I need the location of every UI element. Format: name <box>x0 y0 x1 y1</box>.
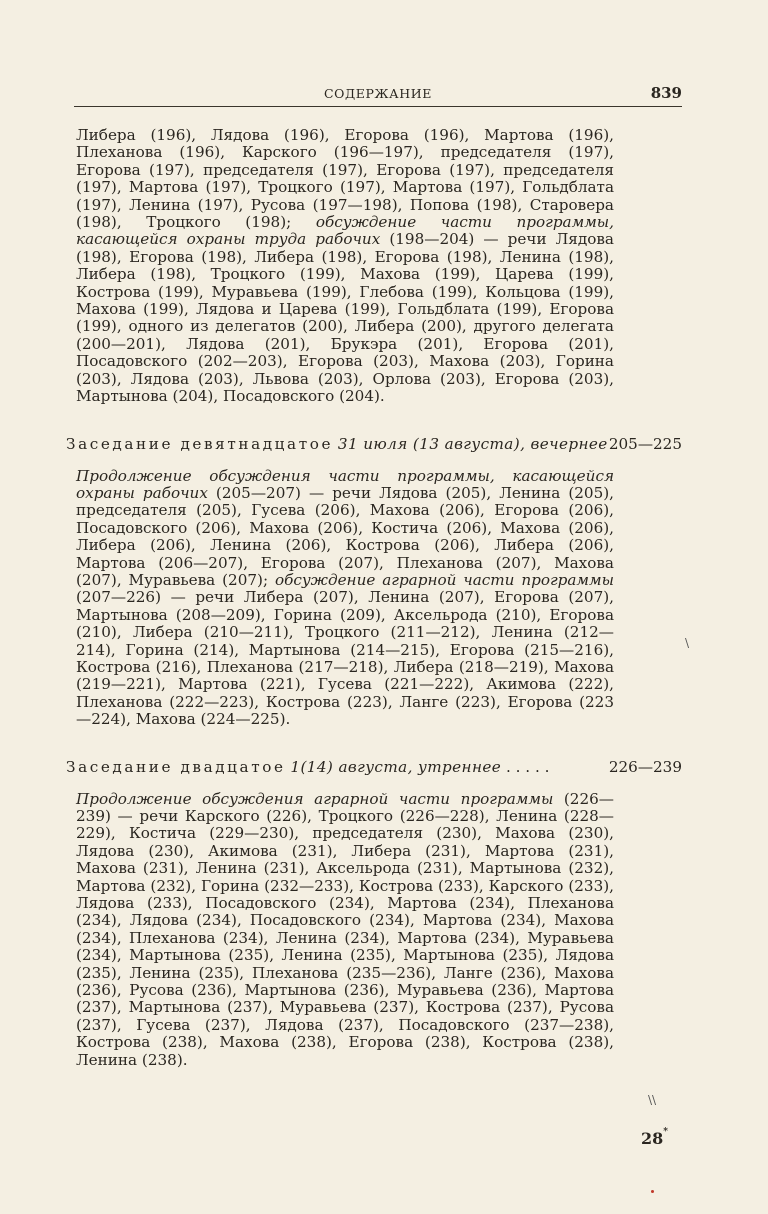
running-title: СОДЕРЖАНИЕ <box>324 86 432 101</box>
signature-star: * <box>663 1127 668 1137</box>
signature-mark <box>641 1129 668 1148</box>
session-title: Заседание девятнадцатое <box>66 434 334 453</box>
entry-italic: Продолжение обсуждения аграрной части программы <box>76 789 554 808</box>
session-date: 1(14) августа, утреннее <box>290 757 502 776</box>
toc-content <box>66 126 682 1069</box>
entry-italic: Продолжение обсуждения части программы, касающейся охраны рабочих <box>76 466 614 502</box>
session-pages: 226—239 <box>608 757 682 776</box>
session-title: Заседание двадцатое <box>66 757 286 776</box>
entry-text: (207—226) — речи Либера (207), Ленина (207), Егорова (207), Мартынова (208—209), Горина (209), Аксельрода (210), Егорова (210), Либера (210—211), Троцкого (211—212), Ленина (212—214), Горина (214), Мартынова (214—215), Егорова (215—216), Кострова (216), Плеханова (217—218), Либера (218—219), Махова (219—221), Мартова (221), Гусева (221—222), Акимова (222), Плеханова (222—223), Кострова (223), Ланге (223), Егорова (223—224), Махова (224—225). <box>76 588 614 729</box>
entry-text: (226—239) — речи Карского (226), Троцкого (226—228), Ленина (228—229), Костича (229—230), председателя (230), Махова (230), Лядова (230), Акимова (231), Либера (231), Мартова (231), Махова (231), Ленина (231), Аксельрода (231), Мартынова (232), Мартова (232), Горина (232—233), Кострова (233), Карского (233), Лядова (233), Посадовского (234), Мартова (234), Плеханова (234), Лядова (234), Посадовского (234), Мартова (234), Махова (234), Плеханова (234), Ленина (234), Мартова (234), Муравьева (234), Мартынова (235), Ленина (235), Мартынова (235), Лядова (235), Ленина (235), Плеханова (235—236), Ланге (236), Махова (236), Русова (236), Мартынова (236), Муравьева (236), Мартова (237), Мартынова (237), Муравьева (237), Кострова (237), Русова (237), Гусева (237), Лядова (237), Посадовского (237—238), Кострова (238), Махова (238), Егорова (238), Кострова (238), Ленина (238). <box>76 789 614 1069</box>
page-number: 839 <box>650 84 682 102</box>
session-heading-20 <box>66 759 682 777</box>
session-date: 31 июля (13 августа), вечернее <box>337 434 608 453</box>
session-heading-19 <box>66 436 682 454</box>
toc-entry-19 <box>74 468 614 729</box>
toc-entry-continued <box>74 127 614 406</box>
session-pages: 205—225 <box>608 434 682 453</box>
leader-dots: . . . . . <box>501 757 550 776</box>
toc-entry-20 <box>74 791 614 1070</box>
entry-text: (205—207) — речи Лядова (205), Ленина (205), председателя (205), Гусева (206), Махова (206), Егорова (206), Посадовского (206), Махова (206), Костича (206), Махова (206), Либера (206), Ленина (206), Кострова (206), Либера (206), Мартова (206—207), Егорова (207), Плеханова (207), Махова (207), Муравьева (207); <box>76 483 615 589</box>
ink-speck <box>651 1190 654 1193</box>
entry-italic: обсуждение части программы, касающейся охраны труда рабочих <box>76 213 614 249</box>
page-header <box>74 84 682 107</box>
entry-italic: обсуждение аграрной части программы <box>274 570 614 589</box>
signature-number: 28 <box>641 1129 664 1148</box>
entry-text: Либера (196), Лядова (196), Егорова (196), Мартова (196), Плеханова (196), Карского (196—197), председателя (197), Егорова (197), председателя (197), Егорова (197), председателя (197), Мартова (197), Троцкого (197), Мартова (197), Гольдблата (197), Ленина (197), Русова (197—198), Попова (198), Староверa (198), Троцкого (198); <box>76 126 614 232</box>
margin-check-mark: \ <box>685 636 690 650</box>
margin-check-mark: \\ <box>648 1093 657 1107</box>
entry-text: (198—204) — речи Лядова (198), Егорова (198), Либера (198), Егорова (198), Ленина (198), Либера (198), Троцкого (199), Махова (199), Царева (199), Кострова (199), Муравьева (199), Глебова (199), Кольцова (199), Махова (199), Лядова и Царева (199), Гольдблата (199), Егорова (199), одного из делегатов (200), Либера (200), другого делегата (200—201), Лядова (201), Брукэра (201), Егорова (201), Посадовского (202—203), Егорова (203), Махова (203), Горина (203), Лядова (203), Львова (203), Орлова (203), Егорова (203), Мартынова (204), Посадовского (204). <box>76 230 614 406</box>
